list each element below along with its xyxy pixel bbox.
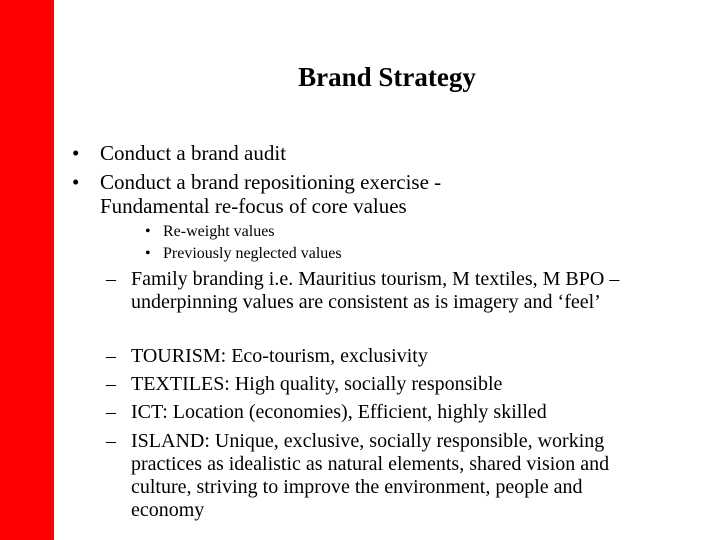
dash-text: TOURISM: Eco-tourism, exclusivity bbox=[131, 345, 428, 367]
sub-bullet-text: Previously neglected values bbox=[163, 245, 342, 262]
dash-text: Family branding i.e. Mauritius tourism, M textiles, M BPO – underpinning values are consistent as is imagery and ‘feel’ bbox=[131, 268, 620, 313]
bullet-text: Conduct a brand audit bbox=[100, 141, 287, 165]
bullet-marker: • bbox=[72, 141, 80, 165]
dash-item-family-branding bbox=[106, 268, 676, 314]
accent-side-bar bbox=[0, 0, 54, 540]
bullet-item-brand-repositioning bbox=[72, 170, 472, 218]
dash-marker: – bbox=[106, 373, 116, 395]
dash-item-island bbox=[106, 430, 636, 522]
sub-bullet-item-reweight bbox=[145, 221, 665, 243]
dash-marker: – bbox=[106, 268, 116, 290]
slide-title: Brand Strategy bbox=[298, 62, 476, 92]
dash-item-ict bbox=[106, 401, 686, 424]
dash-text: TEXTILES: High quality, socially responsible bbox=[131, 373, 503, 395]
bullet-item-brand-audit bbox=[72, 141, 702, 165]
sub-bullet-text: Re-weight values bbox=[163, 223, 275, 240]
sub-bullet-marker: • bbox=[145, 223, 151, 240]
bullet-marker: • bbox=[72, 170, 80, 194]
dash-text: ICT: Location (economies), Efficient, highly skilled bbox=[131, 401, 547, 423]
sub-bullet-marker: • bbox=[145, 245, 151, 262]
dash-item-tourism bbox=[106, 345, 686, 368]
bullet-text: Conduct a brand repositioning exercise - Fundamental re-focus of core values bbox=[100, 170, 442, 218]
dash-item-textiles bbox=[106, 373, 686, 396]
dash-text: ISLAND: Unique, exclusive, socially responsible, working practices as idealistic as natural elements, shared vision and culture, striving to improve the environment, people and economy bbox=[131, 430, 610, 521]
sub-bullet-item-neglected bbox=[145, 243, 665, 265]
dash-marker: – bbox=[106, 401, 116, 423]
dash-marker: – bbox=[106, 345, 116, 367]
dash-marker: – bbox=[106, 430, 116, 452]
